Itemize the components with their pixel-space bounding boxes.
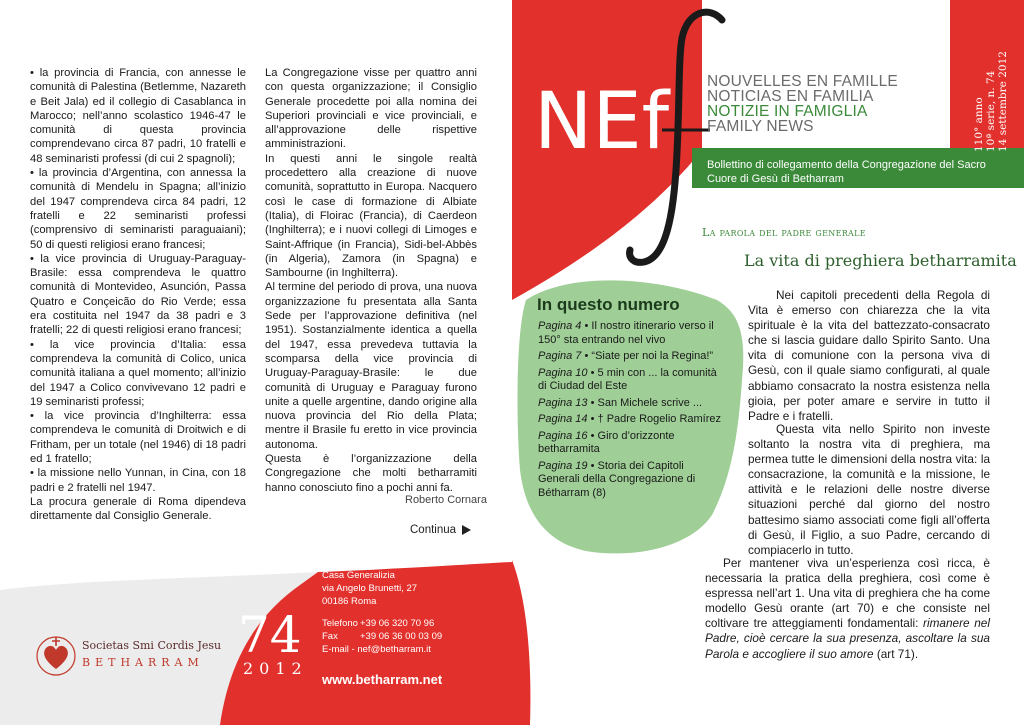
section-label: La parola del padre generale (702, 226, 866, 239)
text-column-2 (265, 66, 477, 495)
fax-label: Fax (322, 631, 338, 643)
phone-label: Telefono (322, 618, 358, 630)
continue-label: Continua (410, 524, 457, 536)
paragraph: • la provincia di Francia, con annesse le comunità di Palestina (Betlemme, Nazareth e Beit Jala) ed il collegio di Casablanca in Marocco; nell’anno scolastico 1946-47 le comunità di questa provincia comprendevano circa 87 padri, 10 fratelli e 48 seminaristi professi (di cui 2 spagnoli); (30, 67, 246, 165)
paragraph: Questa è l’organizzazione della Congregazione che molti betharramiti hanno conosciuto fino a pochi anni fa. (265, 453, 477, 494)
toc-item[interactable]: Pagina 14 • † Padre Rogelio Ramírez (538, 413, 722, 425)
volume-box (969, 12, 1009, 152)
sacred-heart-logo-icon (34, 633, 78, 677)
table-of-contents (538, 320, 728, 503)
masthead-titles (707, 74, 898, 134)
title-en: FAMILY NEWS (707, 118, 814, 135)
continue-link[interactable] (410, 524, 471, 536)
email-link[interactable]: E-mail - nef@betharram.it (322, 643, 431, 655)
address-line: Casa Generalizia (322, 570, 395, 581)
address-line: 00186 Roma (322, 595, 377, 607)
volume-date: 14 settembre 2012 (997, 51, 1009, 152)
paragraph: • la vice provincia d’Italia: essa comprendeva la comunità di Colico, unica comunità italiana a quel momento; all’inizio del 1947 a Colico convivevano 12 padri e 19 seminaristi professi; (30, 338, 246, 408)
paragraph: • la provincia d’Argentina, con annessa la comunità di Mendelu in Spagna; all’inizio del 1947 comprendeva circa 84 padri, 12 fratelli e 22 seminaristi professi (comprensivo di seminaristi paraguaiani); 50 di questi religiosi erano francesi; (30, 167, 246, 251)
paragraph: Al termine del periodo di prova, una nuova organizzazione fu presentata alla Santa Sede per l’approvazione definitiva (nel 1951). Sostanzialmente identica a quella del 1947, essa prevedeva tuttavia la scomparsa della vice provincia di Uruguay-Paraguay-Brasile: le due comunità di Uruguay e Paraguay furono unite a quelle argentine, dando origine alla nuova provincia del Rio della Plata; mentre il Brasile fu eretto in vice provincia autonoma. (265, 281, 477, 451)
article-title: La vita di preghiera betharramita (744, 251, 1017, 270)
congregation-logo-text (82, 639, 221, 669)
phone-number[interactable]: +39 06 320 70 96 (360, 618, 435, 630)
address-line: via Angelo Brunetti, 27 (322, 582, 418, 594)
paragraph: La procura generale di Roma dipendeva direttamente dal Consiglio Generale. (30, 495, 246, 523)
title-es: NOTICIAS EN FAMILIA (707, 88, 874, 105)
article-paragraph: Nei capitoli precedenti della Regola di Vita è emerso con chiarezza che la vita spirituale è la vita del battezzato-consacrato che si lascia guidare dallo Spirito Santo. Una vita di comunione con la persona viva di Gesù, con il quale siamo configurati, al quale abbiamo consacrato la nostra esistenza nella gioia, per poter amare e servire in tutto il Padre e i fratelli. (748, 288, 990, 423)
volume-series: 10ª serie, n. 74 (985, 70, 997, 152)
logo-line-1: Societas Smi Cordis Jesu (82, 639, 222, 652)
play-arrow-icon (462, 525, 471, 535)
paragraph: • la missione nello Yunnan, in Cina, con 18 padri e 2 fratelli nel 1947. (30, 467, 246, 494)
right-page (512, 0, 1024, 725)
volume-year: 110° anno (973, 97, 985, 152)
paragraph: • la vice provincia di Uruguay-Paraguay-Brasile: essa comprendeva le quattro comunità di Montevideo, Asunción, Passa Quatro e Conçeicão do Rio Verde; essa era costituita nel 1947 da 38 padri e 3 fratelli; 22 di questi religiosi erano francesi; (30, 252, 246, 337)
logo-letters: NEf (534, 77, 670, 167)
article-quote: rimanere nel Padre, cioè cercare la sua presenza, ascoltare la sua Parola e accogliere il suo amore (705, 616, 990, 661)
toc-title: In questo numero (537, 295, 680, 314)
paragraph: In questi anni le singole realtà procedettero alla creazione di nuove comunità, soprattutto in Europa. Nacquero così le case di formazione di Albiate (Italia), di Floirac (Francia), di Caerdeon (Inghilterra); e i nuovi collegi di Limoges e Saint-Affrique (in Francia), Sidi-bel-Abbès (in Algeria), Zamora (in Spagna) e Sambourne (in Inghilterra). (265, 152, 477, 280)
author-name: Roberto Cornara (405, 494, 487, 506)
issue-number: 74 (238, 606, 302, 664)
toc-item[interactable]: Pagina 16 • Giro d’orizzonte betharramita (538, 429, 675, 455)
issue-year: 2012 (243, 659, 308, 678)
title-fr: NOUVELLES EN FAMILLE (707, 73, 898, 90)
toc-item[interactable]: Pagina 19 • Storia dei Capitoli Generali della Congregazione di Bétharram (8) (538, 459, 696, 499)
contact-info (322, 570, 442, 657)
paragraph: La Congregazione visse per quattro anni con questa organizzazione; il Consiglio Generale procedette poi alla nomina dei Superiori provinciali e vice provinciali, e all’approvazione delle rispettive amministrazioni. (265, 67, 477, 151)
toc-item[interactable]: Pagina 7 • “Siate per noi la Regina!” (538, 350, 714, 362)
bulletin-subtitle: Bollettino di collegamento della Congregazione del Sacro Cuore di Gesù di Betharram (707, 159, 986, 185)
fax-number: +39 06 36 00 03 09 (360, 631, 443, 643)
toc-item[interactable]: Pagina 13 • San Michele scrive ... (538, 396, 703, 409)
text-column-1 (30, 66, 246, 524)
paragraph: • la vice provincia d’Inghilterra: essa comprendeva le comunità di Droitwich e di Fritham, per un totale (nel 1946) di 18 padri ed 1 fratello; (30, 410, 246, 466)
toc-item[interactable]: Pagina 10 • 5 min con ... la comunità di Ciudad del Este (538, 366, 717, 392)
website-link[interactable]: www.betharram.net (322, 672, 443, 687)
toc-item[interactable]: Pagina 4 • Il nostro itinerario verso il 150° sta entrando nel vivo (538, 320, 714, 346)
article-paragraph: Questa vita nello Spirito non investe soltanto la nostra vita di preghiera, ma permea tutte le dimensioni della nostra vita: la consacrazione, la comunità e la missione, le attività e le relazioni delle nostre diverse situazioni perché dal giorno del nostro battesimo siamo associati come figli all’offerta di Gesù, il Figlio, a suo Padre, cercando di compiacerlo in tutto. (748, 422, 990, 557)
article-paragraph: Per mantener viva un’esperienza così ricca, è necessaria la pratica della preghiera, così come è espressa nell’art 1. Una vita di preghiera che ha come modello Gesù orante (art 70) e che consiste nel coltivare tre atteggiamenti fondamentali: rimanere nel Padre, cioè cercare la sua presenza, ascoltare la sua Parola e accogliere il suo amore (art 71). (705, 556, 990, 661)
title-it: NOTIZIE IN FAMIGLIA (707, 103, 868, 120)
logo-line-2: BETHARRAM (82, 656, 204, 669)
